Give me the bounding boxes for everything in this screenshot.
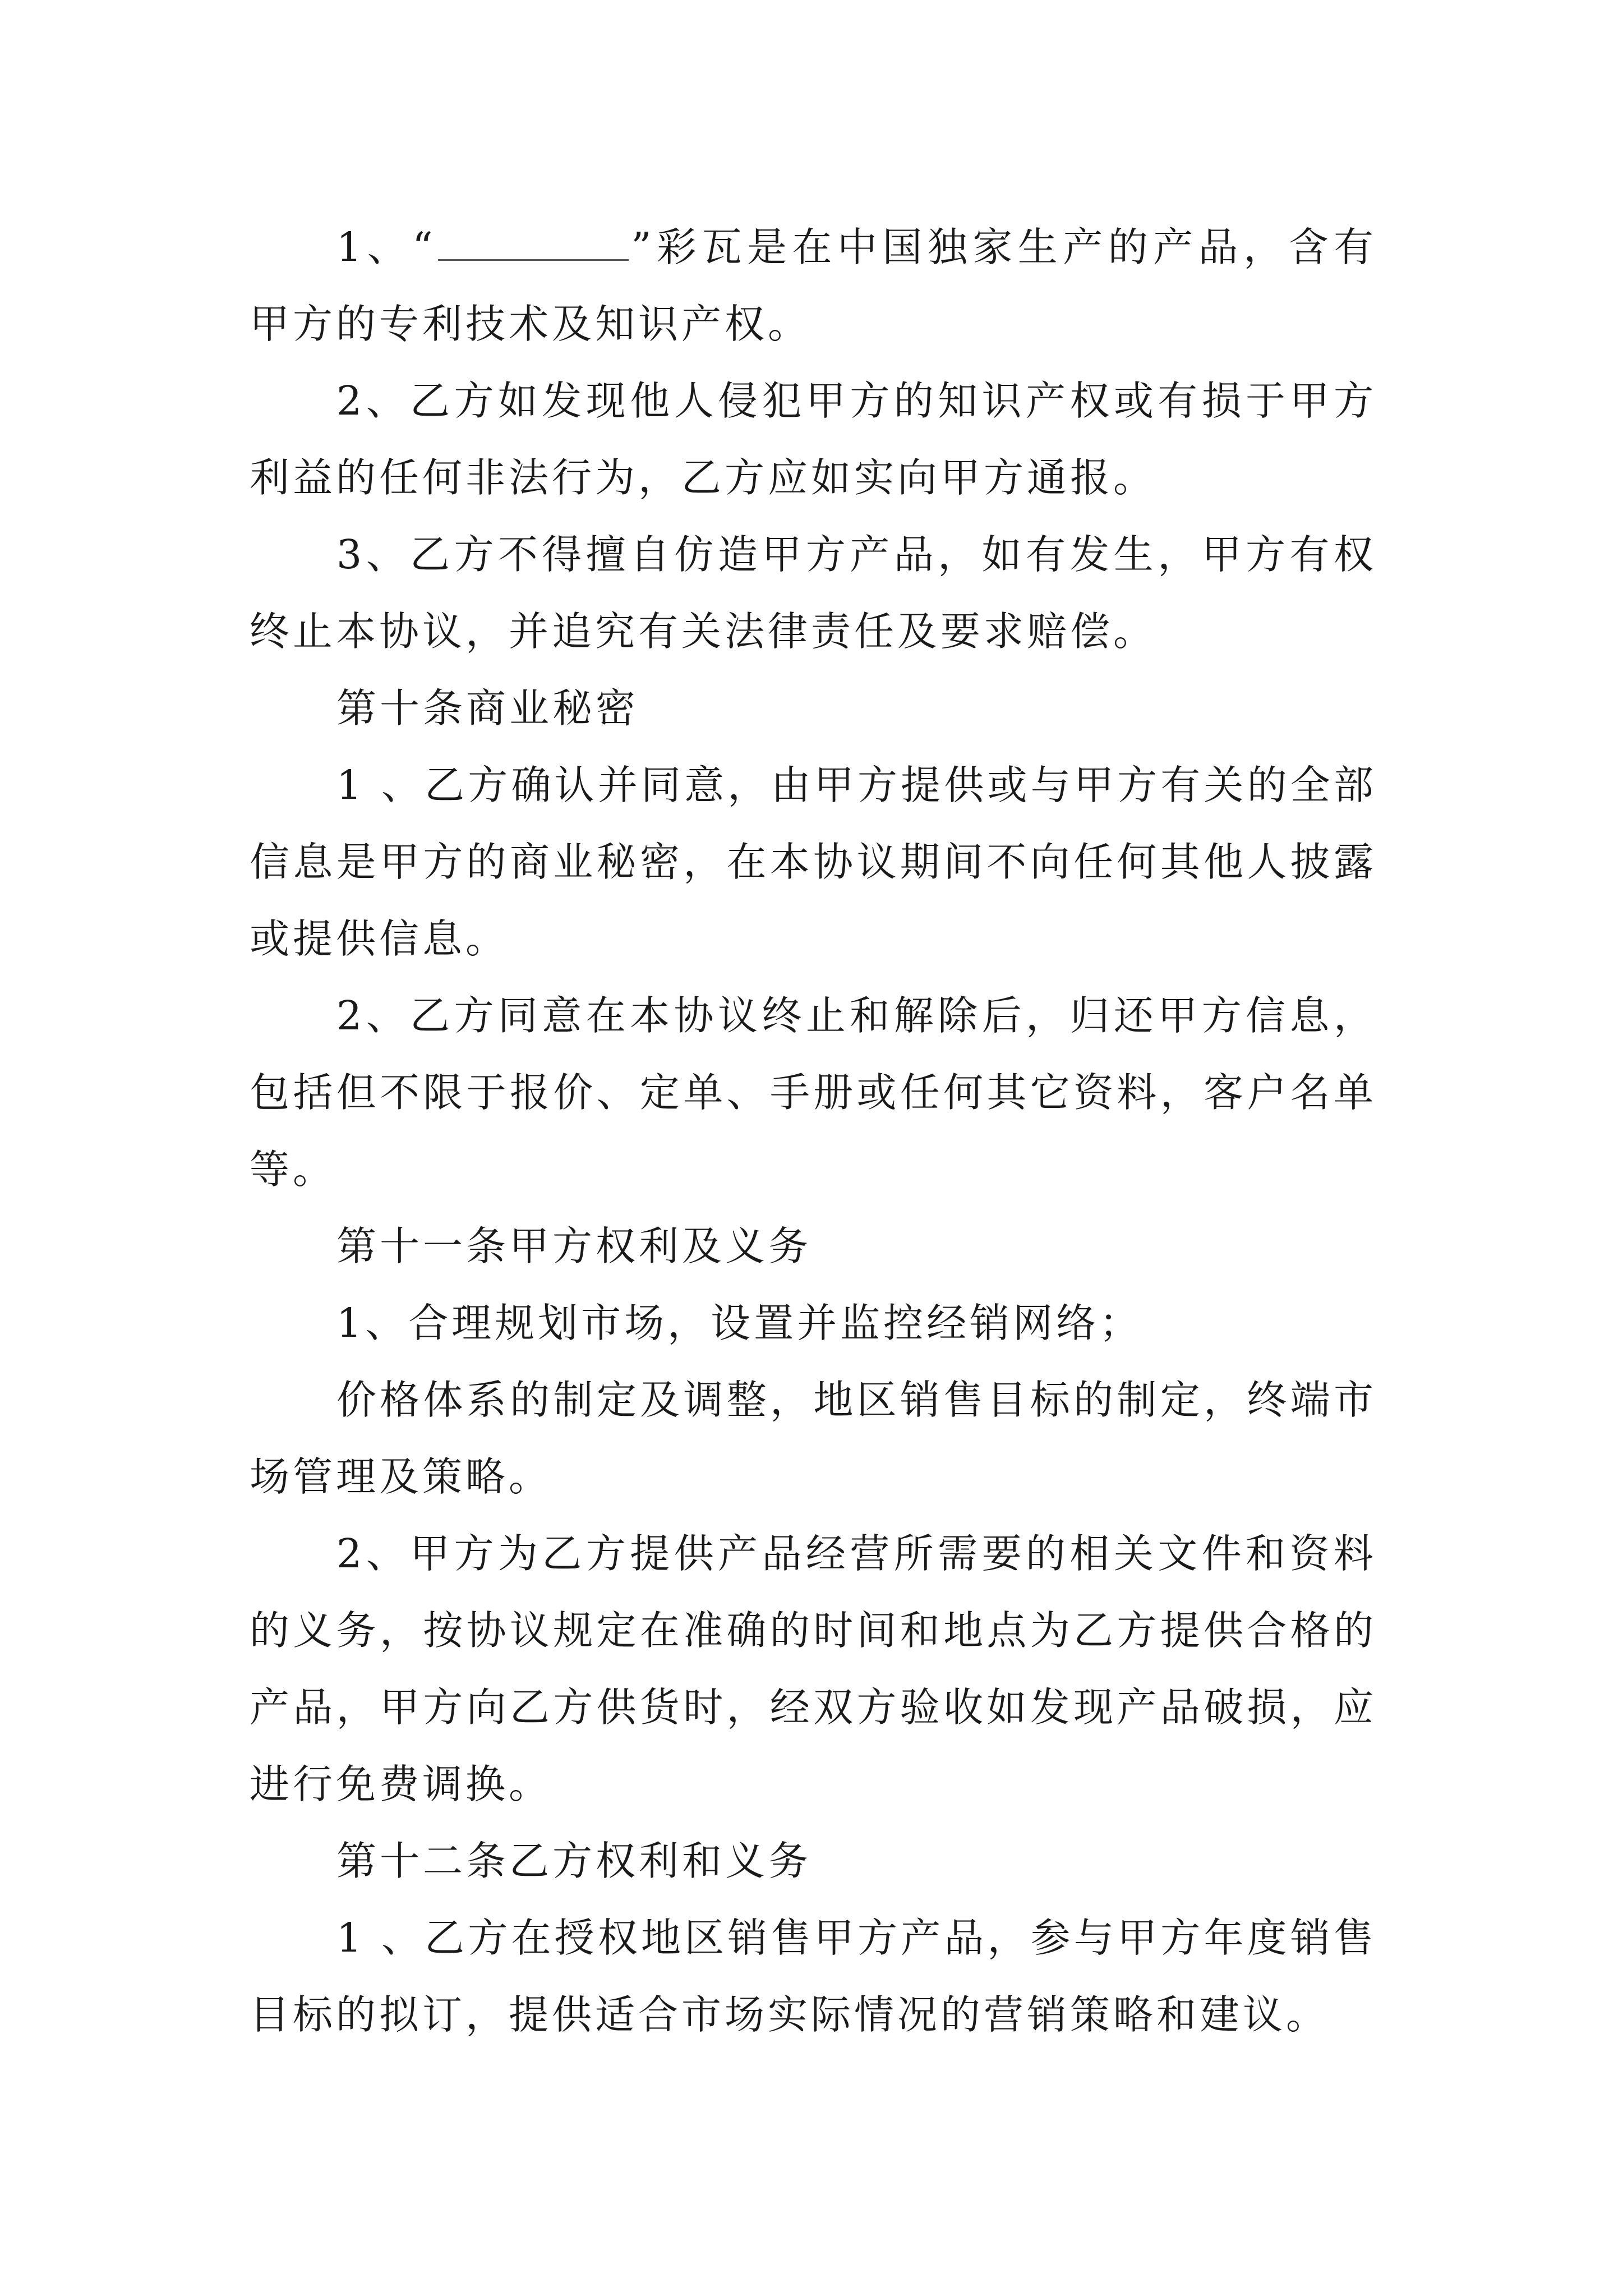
paragraph-prefix: 1、“ (336, 224, 436, 270)
product-name-blank (438, 224, 629, 261)
paragraph-no-imitation: 3、乙方不得擅自仿造甲方产品，如有发生，甲方有权终止本协议，并追究有关法律责任及要求赔偿。 (250, 531, 1377, 655)
heading-article-12: 第十二条乙方权利和义务 (336, 1838, 812, 1884)
paragraph-patent-product (250, 209, 1377, 362)
paragraph-infringement-report: 2、乙方如发现他人侵犯甲方的知识产权或有损于甲方利益的任何非法行为，乙方应如实向甲方通报。 (250, 378, 1377, 501)
paragraph-confidentiality: 1 、乙方确认并同意，由甲方提供或与甲方有关的全部信息是甲方的商业秘密，在本协议期间不向任何其他人披露或提供信息。 (250, 762, 1377, 962)
heading-article-11: 第十一条甲方权利及义务 (336, 1223, 812, 1269)
paragraph-party-a-duties: 2、甲方为乙方提供产品经营所需要的相关文件和资料的义务，按协议规定在准确的时间和地点为乙方提供合格的产品，甲方向乙方供货时，经双方验收如发现产品破损，应进行免费调换。 (250, 1530, 1377, 1807)
paragraph-party-b-sales: 1 、乙方在授权地区销售甲方产品，参与甲方年度销售目标的拟订，提供适合市场实际情况的营销策略和建议。 (250, 1915, 1377, 2038)
heading-article-10: 第十条商业秘密 (336, 685, 639, 731)
paragraph-market-planning: 1、合理规划市场，设置并监控经销网络； (336, 1300, 1143, 1346)
paragraph-return-information: 2、乙方同意在本协议终止和解除后，归还甲方信息，包括但不限于报价、定单、手册或任何其它资料，客户名单等。 (250, 992, 1377, 1193)
paragraph-suffix: ”彩瓦是在中国独家生产的产品，含有甲方的专利技术及知识产权。 (250, 224, 1377, 347)
document-body (250, 209, 1377, 2053)
paragraph-price-system: 价格体系的制定及调整，地区销售目标的制定，终端市场管理及策略。 (250, 1377, 1377, 1500)
